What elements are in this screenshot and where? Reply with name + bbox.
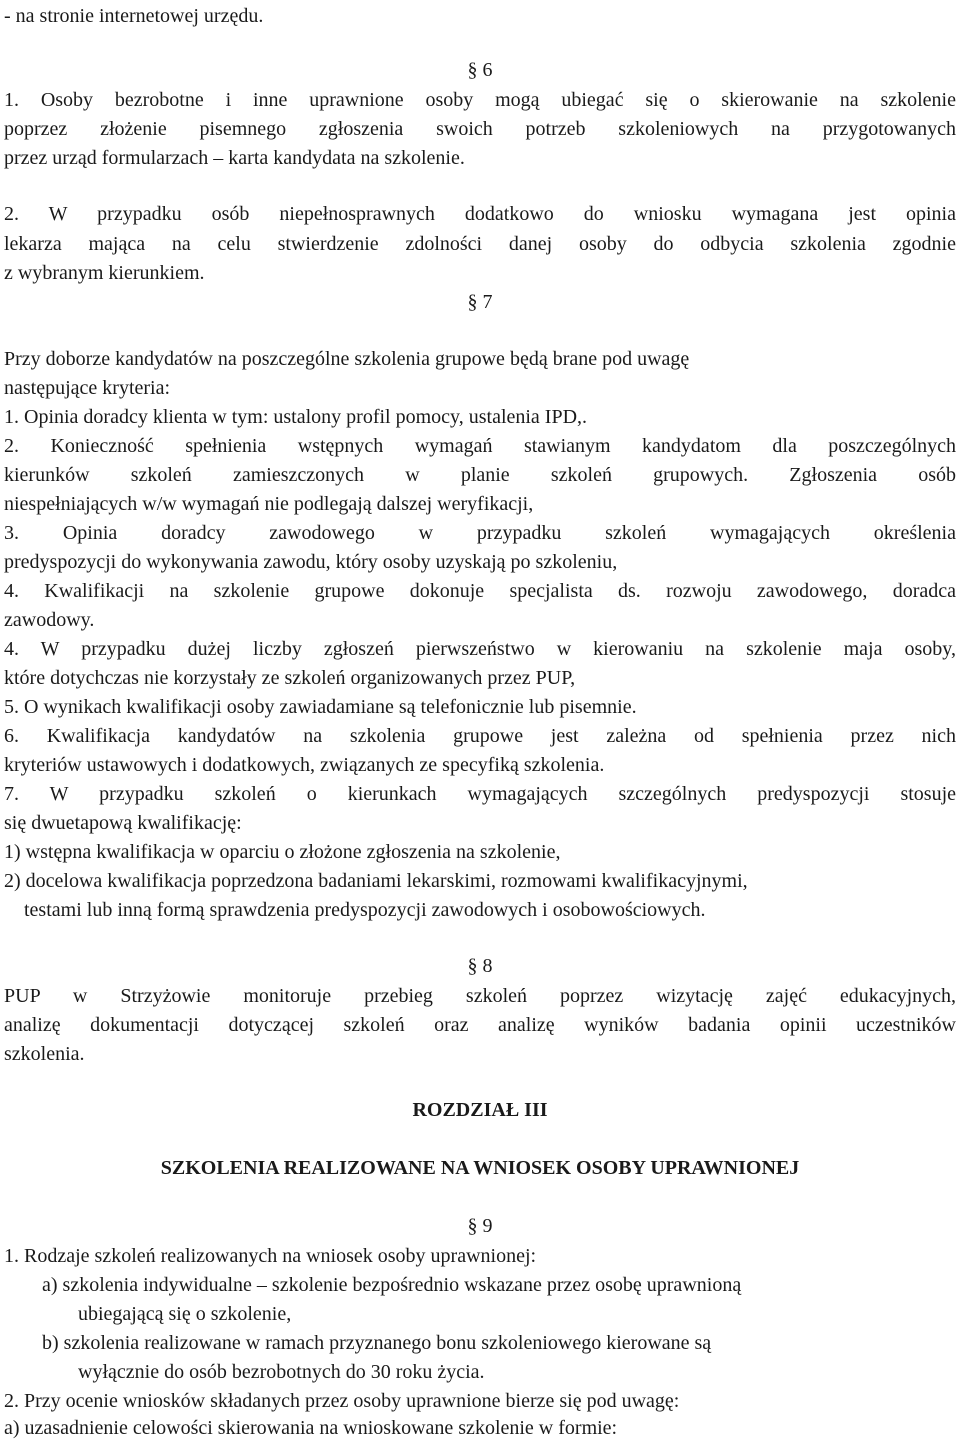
- text-line: PUP w Strzyżowie monitoruje przebieg szkoleń poprzez wizytację zajęć edukacyjnych,: [4, 985, 956, 1007]
- chapter-title: SZKOLENIA REALIZOWANE NA WNIOSEK OSOBY UPRAWNIONEJ: [160, 1157, 800, 1179]
- text-line: 6. Kwalifikacja kandydatów na szkolenia grupowe jest zależna od spełnienia przez nich: [4, 725, 956, 747]
- text-line: 1) wstępna kwalifikacja w oparciu o złożone zgłoszenia na szkolenie,: [4, 841, 561, 863]
- text-line: 1. Osoby bezrobotne i inne uprawnione osoby mogą ubiegać się o skierowanie na szkolenie: [4, 89, 956, 111]
- list-item: a) szkolenia indywidualne – szkolenie bezpośrednio wskazane przez osobę uprawnioną: [42, 1274, 742, 1296]
- text-line: 3. Opinia doradcy zawodowego w przypadku szkoleń wymagających określenia: [4, 522, 956, 544]
- text-line: 4. W przypadku dużej liczby zgłoszeń pierwszeństwo w kierowaniu na szkolenie maja osoby,: [4, 638, 956, 660]
- text-line: 2. Konieczność spełnienia wstępnych wymagań stawianym kandydatom dla poszczególnych: [4, 435, 956, 457]
- text-line: kierunków szkoleń zamieszczonych w planie szkoleń grupowych. Zgłoszenia osób: [4, 464, 956, 486]
- text-line: a) uzasadnienie celowości skierowania na wnioskowane szkolenie w formie:: [4, 1417, 618, 1439]
- text-line: 1. Opinia doradcy klienta w tym: ustalony profil pomocy, ustalenia IPD,.: [4, 406, 588, 428]
- text-line: - na stronie internetowej urzędu.: [4, 5, 264, 27]
- text-line: wyłącznie do osób bezrobotnych do 30 roku życia.: [78, 1361, 485, 1383]
- section-heading-7: § 7: [467, 291, 493, 313]
- text-line: 7. W przypadku szkoleń o kierunkach wymagających szczególnych predyspozycji stosuje: [4, 783, 956, 805]
- text-line: ubiegającą się o szkolenie,: [78, 1303, 292, 1325]
- text-line: 4. Kwalifikacji na szkolenie grupowe dokonuje specjalista ds. rozwoju zawodowego, doradca: [4, 580, 956, 602]
- text-line: zawodowy.: [4, 609, 95, 631]
- text-line: niespełniających w/w wymagań nie podlegają dalszej weryfikacji,: [4, 493, 534, 515]
- text-line: Przy doborze kandydatów na poszczególne szkolenia grupowe będą brane pod uwagę: [4, 348, 690, 370]
- text-line: przez urząd formularzach – karta kandydata na szkolenie.: [4, 147, 465, 169]
- text-line: z wybranym kierunkiem.: [4, 262, 205, 284]
- list-item: b) szkolenia realizowane w ramach przyznanego bonu szkoleniowego kierowane są: [42, 1332, 712, 1354]
- text-line: kryteriów ustawowych i dodatkowych, związanych ze specyfiką szkolenia.: [4, 754, 605, 776]
- text-line: analizę dokumentacji dotyczącej szkoleń oraz analizę wyników badania opinii uczestników: [4, 1014, 956, 1036]
- text-line: 2. W przypadku osób niepełnosprawnych dodatkowo do wniosku wymagana jest opinia: [4, 203, 956, 225]
- text-line: które dotychczas nie korzystały ze szkoleń organizowanych przez PUP,: [4, 667, 576, 689]
- text-line: 2) docelowa kwalifikacja poprzedzona badaniami lekarskimi, rozmowami kwalifikacyjnymi,: [4, 870, 748, 892]
- section-heading-6: § 6: [467, 59, 493, 81]
- text-line: 2. Przy ocenie wniosków składanych przez osoby uprawnione bierze się pod uwagę:: [4, 1390, 680, 1412]
- section-heading-9: § 9: [467, 1215, 493, 1237]
- text-line: szkolenia.: [4, 1043, 85, 1065]
- text-line: się dwuetapową kwalifikację:: [4, 812, 242, 834]
- text-line: poprzez złożenie pisemnego zgłoszenia swoich potrzeb szkoleniowych na przygotowanych: [4, 118, 956, 140]
- section-heading-8: § 8: [467, 955, 493, 977]
- text-line: 1. Rodzaje szkoleń realizowanych na wniosek osoby uprawnionej:: [4, 1245, 537, 1267]
- text-line: następujące kryteria:: [4, 377, 171, 399]
- text-line: lekarza mająca na celu stwierdzenie zdolności danej osoby do odbycia szkolenia zgodnie: [4, 233, 956, 255]
- chapter-heading: ROZDZIAŁ III: [412, 1099, 548, 1121]
- text-line: testami lub inną formą sprawdzenia predyspozycji zawodowych i osobowościowych.: [24, 899, 706, 921]
- text-line: predyspozycji do wykonywania zawodu, który osoby uzyskają po szkoleniu,: [4, 551, 618, 573]
- text-line: 5. O wynikach kwalifikacji osoby zawiadamiane są telefonicznie lub pisemnie.: [4, 696, 637, 718]
